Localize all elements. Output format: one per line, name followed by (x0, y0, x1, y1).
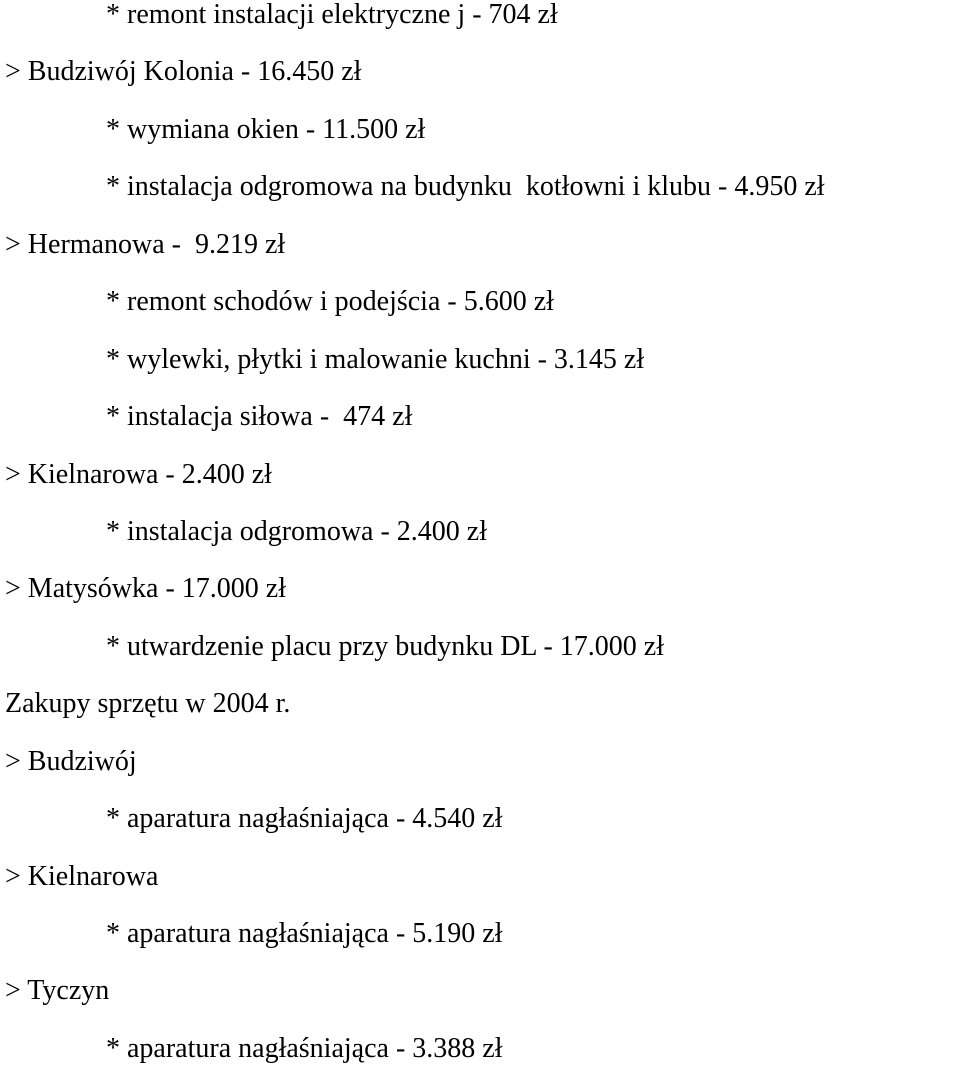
section-heading: > Budziwój Kolonia - 16.450 zł (5, 56, 362, 88)
list-item: * wymiana okien - 11.500 zł (106, 113, 426, 145)
list-item: * remont instalacji elektryczne j - 704 zł (106, 0, 558, 30)
list-item: * instalacja siłowa - 474 zł (106, 401, 413, 433)
list-item: * aparatura nagłaśniająca - 3.388 zł (106, 1032, 503, 1064)
section-heading: > Kielnarowa (5, 860, 159, 892)
section-heading: > Budziwój (5, 745, 137, 777)
list-item: * instalacja odgromowa - 2.400 zł (106, 515, 488, 547)
section-heading: > Kielnarowa - 2.400 zł (5, 458, 272, 490)
list-item: * aparatura nagłaśniająca - 4.540 zł (106, 803, 503, 835)
list-item: * aparatura nagłaśniająca - 5.190 zł (106, 918, 503, 949)
list-item: * wylewki, płytki i malowanie kuchni - 3.145 zł (106, 343, 645, 375)
list-item: * instalacja odgromowa na budynku kotłowni i klubu - 4.950 zł (106, 171, 825, 203)
list-item: * remont schodów i podejścia - 5.600 zł (106, 286, 554, 318)
section-heading: > Tyczyn (5, 975, 110, 1007)
section-heading: > Matysówka - 17.000 zł (5, 573, 286, 605)
list-item: * utwardzenie placu przy budynku DL - 17.000 zł (106, 630, 665, 662)
section-heading: Zakupy sprzętu w 2004 r. (5, 688, 291, 720)
section-heading: > Hermanowa - 9.219 zł (5, 228, 286, 260)
